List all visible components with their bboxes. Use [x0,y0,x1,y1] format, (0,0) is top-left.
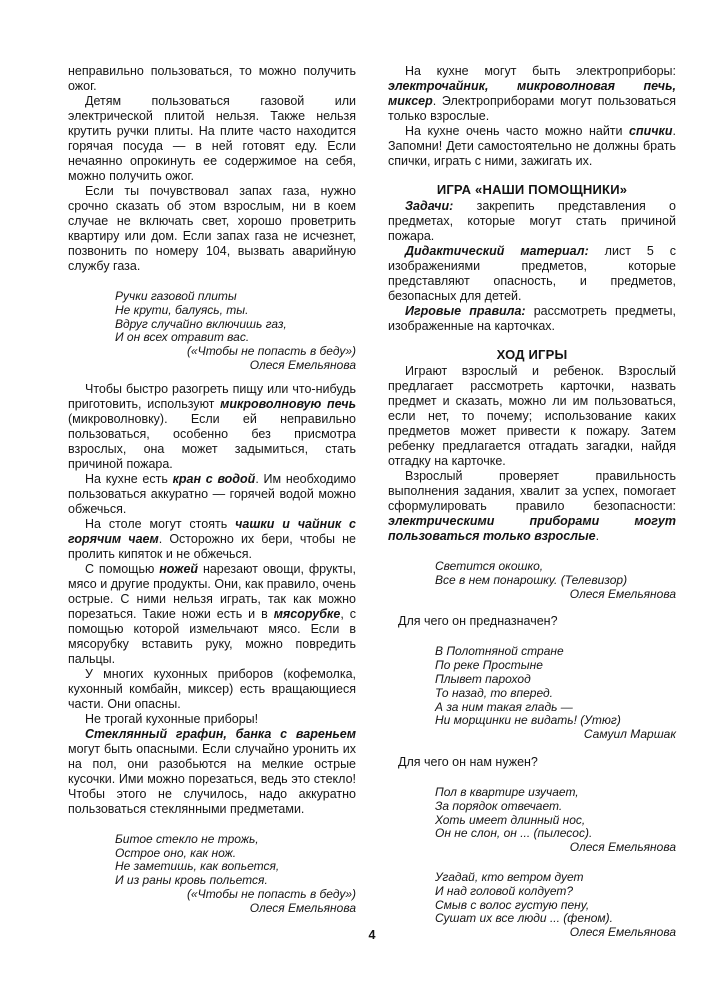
poem-line: Битое стекло не трожь, [115,831,259,846]
paragraph [68,517,356,562]
emphasized-term: чашки и чайник с горячим чаем [68,516,356,546]
poem [388,786,676,855]
poem-line: В Полотняной стране [435,644,564,659]
paragraph [68,712,356,727]
poem-line: Ручки газовой плиты [115,289,237,303]
emphasized-term: электрочайник, микроволновая печь, миксер [388,79,676,108]
paragraph [68,94,356,184]
poem-line: А за ним такая гладь — [435,699,573,714]
paragraph [68,562,356,667]
emphasized-term: Задачи: [405,199,454,213]
paragraph-text: . Электроприборами могут пользоваться только взрослые. [388,94,676,123]
paragraph-text: (микроволновку). Если ей неправильно пользоваться, особенно без присмотра взрослых, она может задымиться, стать причиной пожара. [68,411,356,471]
paragraph [68,64,356,94]
paragraph-text: . [595,529,600,543]
emphasized-term: Игровые правила: [405,304,526,318]
paragraph [68,382,356,472]
poem-line: И над головой колдует? [435,883,574,898]
paragraph-text: Взрослый проверяет правильность выполнения задания, хвалит за успех, помогает сформулировать правило безопасности: [388,469,676,513]
poem-attribution: Самуил Маршак [583,727,676,742]
emphasized-term: электрическими приборами могут пользоваться только взрослые [388,514,676,543]
poem-attribution: Олеся Емельянова [569,840,676,855]
paragraph [388,64,676,124]
paragraph [388,469,676,544]
paragraph-text: , с помощью которой измельчают мясо. Если в мясорубку вставить руку, можно повредить пальцы. [68,606,356,666]
paragraph-text: На столе могут стоять [85,516,236,531]
poem-line: Все в нем понарошку. (Телевизор) [435,572,628,587]
paragraph-text: . Осторожно их бери, чтобы не пролить кипяток и не обжечься. [68,531,356,561]
poem-line: Угадай, кто ветром дует [435,869,584,884]
poem-line: Он не слон, он ... (пылесос). [435,826,593,841]
poem-attribution: Олеся Емельянова [569,925,676,940]
paragraph-text: закрепить представления о предметах, которые могут стать причиной пожара. [388,199,676,243]
paragraph [68,472,356,517]
poem [68,833,356,916]
emphasized-term: Стеклянный графин, банка с вареньем [85,726,356,741]
paragraph-text: На кухне есть [85,471,173,486]
poem [388,560,676,601]
emphasized-term: микроволновую печь [220,396,356,411]
paragraph-text: У многих кухонных приборов (кофемолка, кухонный комбайн, миксер) есть вращающиеся части. Они опасны. [68,666,356,711]
poem-line: Не заметишь, как вопьется, [115,859,280,874]
paragraph-text: С помощью [85,561,160,576]
poem-attribution: («Чтобы не попасть в беду») [186,886,356,901]
poem [68,290,356,373]
poem-line: То назад, то вперед. [435,685,553,700]
paragraph-text: . Запомни! Дети самостоятельно не должны брать спички, играть с ними, зажигать их. [388,124,676,168]
poem-line: Не крути, балуясь, ты. [115,302,249,317]
poem-line: Плывет пароход [435,671,531,686]
paragraph-text: Не трогай кухонные приборы! [85,711,259,726]
paragraph-text: Детям пользоваться газовой или электрической плитой нельзя. Также нельзя крутить ручки плиты. На плите часто находится горячая посуда — в ней готовят еду. Если нечаянно опрокинуть ее содержимое на себя, можно получить ожог. [68,94,356,183]
section-heading: ХОД ИГРЫ [496,347,568,362]
paragraph-text: На кухне могут быть электроприборы: [405,64,676,78]
emphasized-term: Дидактический материал: [405,244,589,258]
paragraph [68,184,356,274]
poem-line: Острое оно, как нож. [115,845,237,860]
paragraph-text: рассмотреть предметы, изображенные на карточках. [388,304,676,333]
paragraph [388,199,676,244]
paragraph-text: неправильно пользоваться, то можно получить ожог. [68,64,356,93]
paragraph-text: . Им необходимо пользоваться аккуратно — горячей водой можно обжечься. [68,471,356,516]
poem-attribution: («Чтобы не попасть в беду») [186,344,356,359]
paragraph [388,304,676,334]
poem-line: Пол в квартире изучает, [435,784,579,799]
poem-line: И он всех отравит вас. [115,330,250,345]
paragraph-text: Если ты почувствовал запах газа, нужно срочно сказать об этом взрослым, ни в коем случае не включать свет, хорошо проветрить квартиру или дом. Если запах газа не исчезнет, позвонить по номеру 104, вызвать аварийную службу газа. [68,184,356,273]
paragraph-text: Играют взрослый и ребенок. Взрослый предлагает рассмотреть карточки, назвать предмет и сказать, можно ли им пользоваться, если нет, то почему; использование каких предметов может привести к пожару. Затем ребенку предлагается отгадать загадки, найдя отгадку на карточке. [388,364,676,468]
paragraph [68,667,356,712]
poem-line: И из раны кровь польется. [115,873,268,888]
poem-line: Сушат их все люди ... (феном). [435,911,613,926]
paragraph [388,244,676,304]
emphasized-term: кран с водой [172,471,256,486]
paragraph [388,364,676,469]
paragraph-text: На кухне очень часто можно найти [405,124,630,138]
poem-attribution: Олеся Емельянова [249,357,356,372]
paragraph [388,124,676,169]
poem-line: Смыв с волос густую пену, [435,897,590,912]
text-column-left [68,64,356,925]
poem-line: Хоть имеет длинный нос, [435,812,586,827]
riddle-question: Для чего он предназначен? [398,614,558,629]
poem-attribution: Олеся Емельянова [569,586,676,601]
paragraph-text: Чтобы быстро разогреть пищу или что-нибудь приготовить, используют [68,381,356,411]
section-heading: ИГРА «НАШИ ПОМОЩНИКИ» [436,182,628,197]
poem-line: Ни морщинки не видать! (Утюг) [435,713,621,728]
text-column-right [388,64,676,949]
paragraph-text: нарезают овощи, фрукты, мясо и другие продукты. Они, как правило, очень острые. С ними нельзя играть, так как можно порезаться. Такие ножи есть и в [68,561,356,621]
poem-line: За порядок отвечает. [435,798,563,813]
riddle-question: Для чего он нам нужен? [398,754,538,769]
poem-attribution: Олеся Емельянова [249,900,356,915]
poem-line: Светится окошко, [435,559,544,573]
poem-line: Вдруг случайно включишь газ, [115,316,287,331]
emphasized-term: мясорубке [273,606,341,621]
paragraph [68,727,356,817]
poem-line: По реке Простыне [435,658,543,673]
emphasized-term: ножей [159,561,199,576]
paragraph-text: лист 5 с изображениями предметов, которые представляют опасность, и предметов, безопасных для детей. [388,244,677,303]
emphasized-term: спички [629,124,673,138]
paragraph-text: могут быть опасными. Если случайно уронить их на пол, они разобьются на мелкие острые кусочки. Ими можно порезаться, ведь это стекло! Чтобы этого не случилось, надо аккуратно пользоваться стеклянными предметами. [68,741,356,816]
poem [388,645,676,742]
page-number: 4 [368,928,376,942]
